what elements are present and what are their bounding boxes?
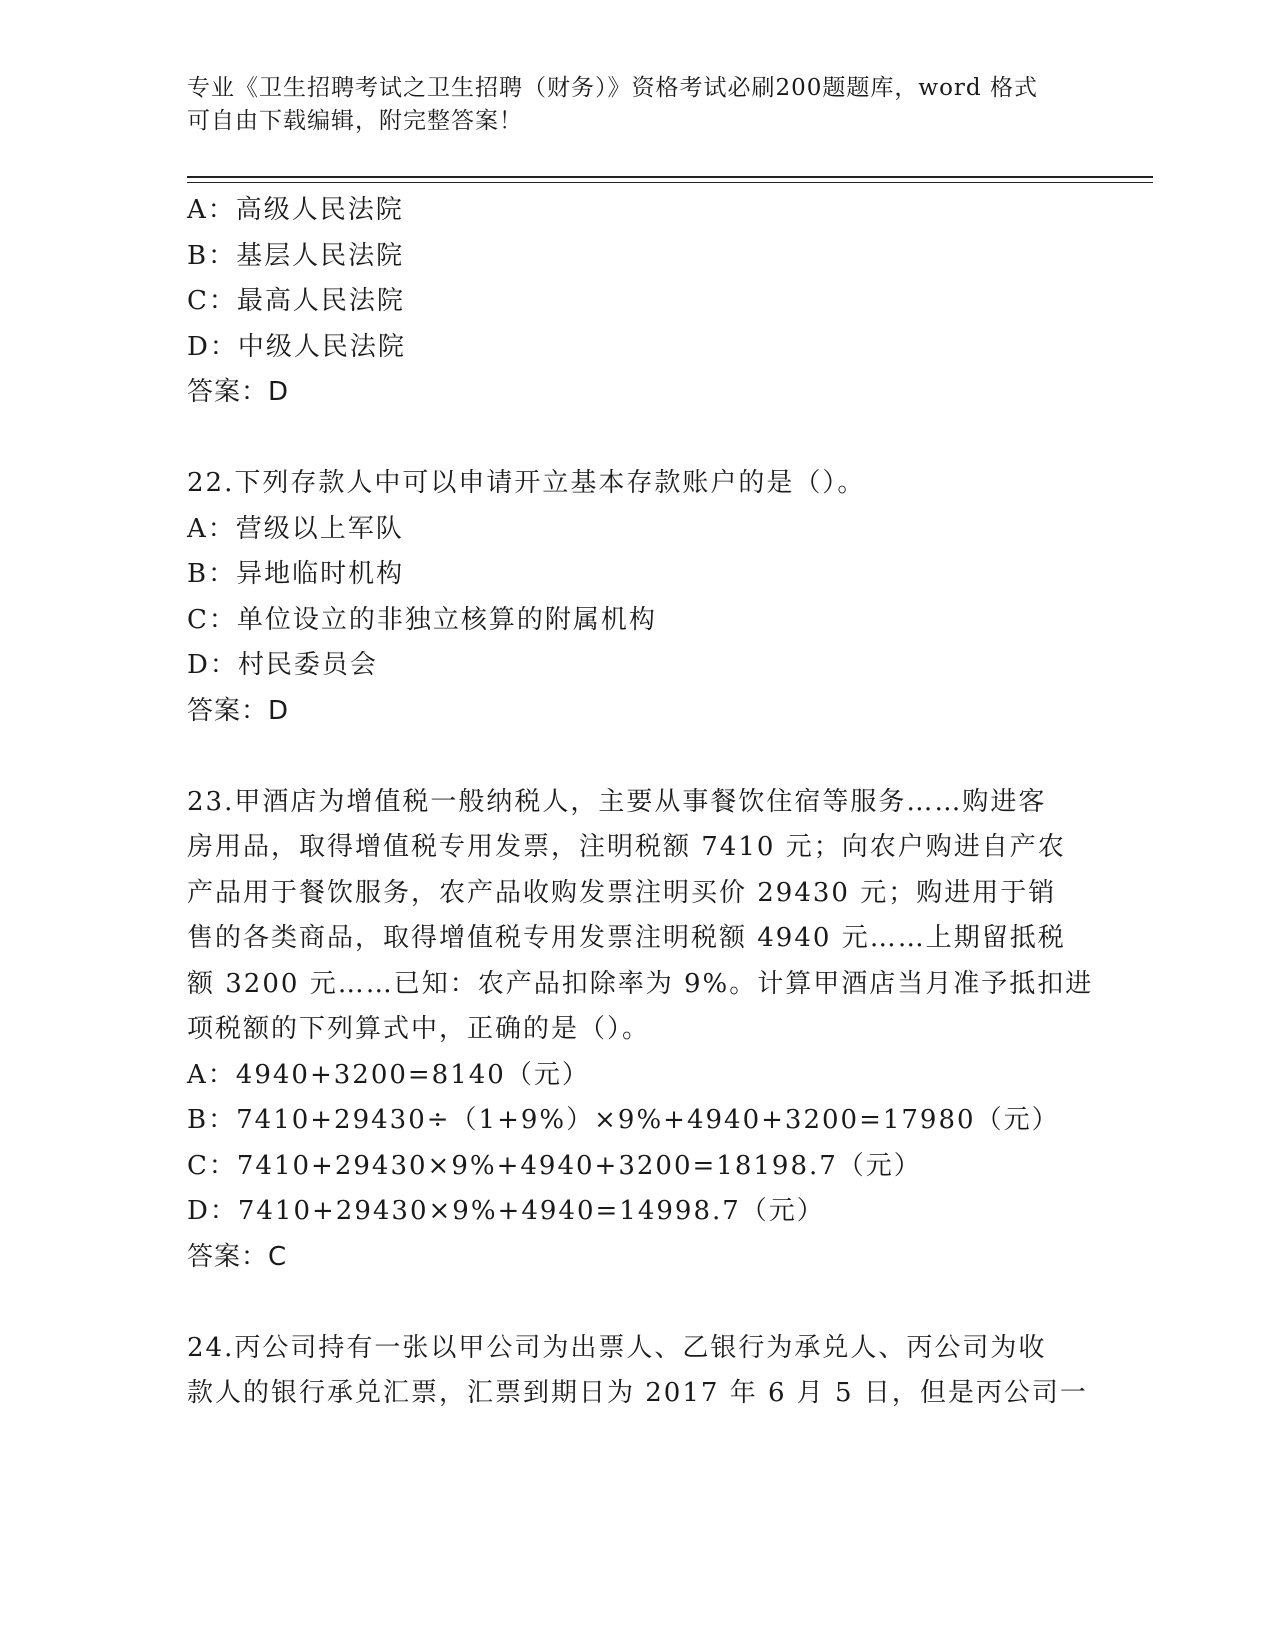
answer-line: 答案：D <box>187 377 290 407</box>
option-a: A：营级以上军队 <box>187 513 404 544</box>
option-d: D：7410+29430×9%+4940=14998.7（元） <box>187 1196 825 1226</box>
question-23-block <box>187 780 1094 1281</box>
option-c: C：7410+29430×9%+4940+3200=18198.7（元） <box>187 1150 922 1181</box>
option-a: A：4940+3200=8140（元） <box>187 1059 590 1090</box>
option-c: C：单位设立的非独立核算的附属机构 <box>187 604 657 635</box>
question-text-line: 款人的银行承兑汇票，汇票到期日为 2017 年 6 月 5 日，但是丙公司一 <box>187 1378 1088 1408</box>
spacer <box>187 1280 1087 1326</box>
question-content <box>187 188 1094 1417</box>
question-text-line: 房用品，取得增值税专用发票，注明税额 7410 元；向农户购进自产农 <box>187 832 1066 862</box>
question-text-line: 额 3200 元……已知：农产品扣除率为 9%。计算甲酒店当月准予抵扣进 <box>187 968 1094 999</box>
question-text-line: 项税额的下列算式中，正确的是（）。 <box>187 1014 651 1044</box>
question-text-line: 24.丙公司持有一张以甲公司为出票人、乙银行为承兑人、丙公司为收 <box>187 1332 1047 1363</box>
question-21-block <box>187 188 1087 416</box>
question-text-line: 产品用于餐饮服务，农产品收购发票注明买价 29430 元；购进用于销 <box>187 877 1057 908</box>
option-d: D：村民委员会 <box>187 650 378 680</box>
header-line-2: 可自由下载编辑，附完整答案！ <box>187 108 523 134</box>
question-22-block <box>187 461 1087 734</box>
spacer <box>187 734 1087 780</box>
spacer <box>187 416 1087 462</box>
question-text-line: 售的各类商品，取得增值税专用发票注明税额 4940 元……上期留抵税 <box>187 923 1066 953</box>
document-header <box>187 72 1067 138</box>
answer-line: 答案：D <box>187 695 290 726</box>
option-d: D：中级人民法院 <box>187 331 406 362</box>
header-divider-thin <box>187 182 1153 183</box>
question-text: 22.下列存款人中可以申请开立基本存款账户的是（）。 <box>187 468 866 498</box>
option-b: B：异地临时机构 <box>187 559 405 589</box>
option-a: A：高级人民法院 <box>187 195 404 225</box>
header-line-1: 专业《卫生招聘考试之卫生招聘（财务）》资格考试必刷200题题库，word 格式 <box>187 75 1038 101</box>
header-divider-thick <box>187 176 1153 178</box>
option-b: B：7410+29430÷（1+9%）×9%+4940+3200=17980（元） <box>187 1105 1060 1135</box>
question-text-line: 23.甲酒店为增值税一般纳税人，主要从事餐饮住宿等服务……购进客 <box>187 786 1047 817</box>
answer-line: 答案：C <box>187 1241 288 1272</box>
option-c: C：最高人民法院 <box>187 286 405 316</box>
option-b: B：基层人民法院 <box>187 240 405 271</box>
question-24-block <box>187 1326 1087 1417</box>
